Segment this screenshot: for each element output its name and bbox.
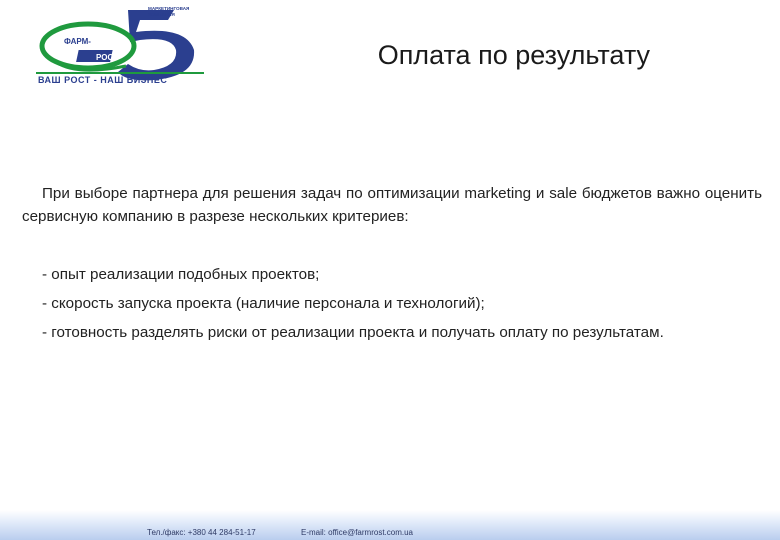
slide-title: Оплата по результату xyxy=(377,40,650,70)
intro-paragraph: При выборе партнера для решения задач по оптимизации marketing и sale бюджетов важно оценить сервисную компанию в разрезе нескольких критериев: xyxy=(22,185,762,225)
list-item: - готовность разделять риски от реализации проекта и получать оплату по результатам. xyxy=(42,324,664,341)
logo-top-text-2: КОМПАНИЯ xyxy=(148,12,175,17)
logo-badge-top: ФАРМ- xyxy=(64,37,91,46)
list-item: - опыт реализации подобных проектов; xyxy=(42,266,320,283)
logo-divider xyxy=(36,72,204,74)
company-logo xyxy=(36,6,196,86)
logo-tagline: ВАШ РОСТ - НАШ БИЗНЕС xyxy=(38,75,168,85)
logo-top-text-1: МАРКЕТИНГОВАЯ xyxy=(148,6,190,11)
criteria-list xyxy=(22,260,760,344)
farmrost-logo-icon xyxy=(36,6,196,86)
footer-email: E-mail: office@farmrost.com.ua xyxy=(301,528,414,537)
footer-phone: Тел./факс: +380 44 284-51-17 xyxy=(147,528,256,537)
list-item: - скорость запуска проекта (наличие персонала и технологий); xyxy=(42,295,485,312)
logo-badge-bottom: РОСТ xyxy=(96,53,118,62)
